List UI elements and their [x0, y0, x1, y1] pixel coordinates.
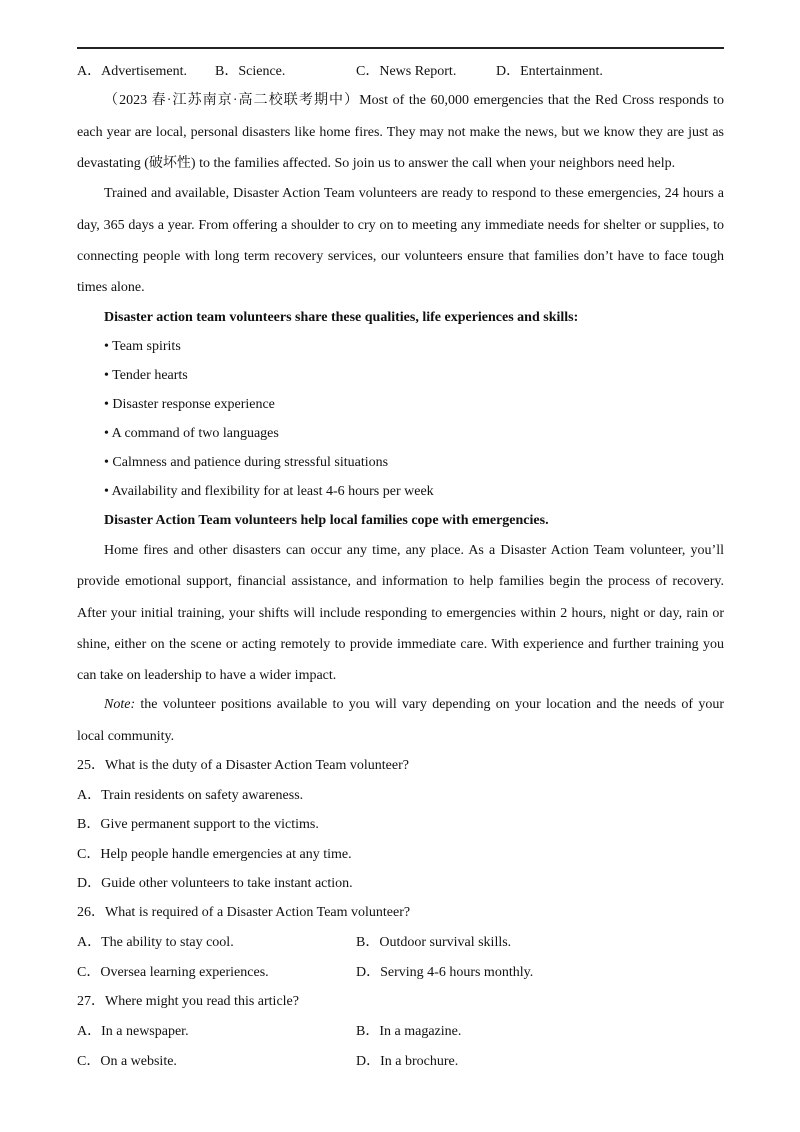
note-label: Note: — [104, 697, 136, 712]
passage-p2-line1: Trained and available, Disaster Action Team volunteers are ready to respond to these emergencies, 24 hours a — [104, 186, 724, 201]
question-26-option-b: B．Outdoor survival skills. — [356, 935, 512, 950]
question-25-stem: 25．What is the duty of a Disaster Action Team volunteer? — [77, 758, 409, 773]
section-heading-qualities: Disaster action team volunteers share these qualities, life experiences and skills: — [104, 310, 579, 325]
question-27-option-c: C．On a website. — [77, 1054, 177, 1069]
passage-p3-line3: After your initial training, your shifts will include responding to emergencies within 2 hours, night or day, rain or — [77, 606, 724, 621]
passage-p3-line5: can take on leadership to have a wider impact. — [77, 668, 337, 683]
question-26-stem: 26．What is required of a Disaster Action Team volunteer? — [77, 905, 411, 920]
bullet-item: • Disaster response experience — [104, 397, 275, 412]
prev-option-a: A．Advertisement. — [77, 64, 188, 79]
note-text: the volunteer positions available to you will vary depending on your location and the needs of your — [135, 697, 724, 712]
note-line2: local community. — [77, 729, 175, 744]
question-26-option-d: D．Serving 4-6 hours monthly. — [356, 965, 534, 980]
question-27-option-a: A．In a newspaper. — [77, 1024, 189, 1039]
passage-p1-line2: each year are local, personal disasters like home fires. They may not make the news, but we know they are just as — [77, 125, 724, 140]
question-26-option-a: A．The ability to stay cool. — [77, 935, 234, 950]
question-25-option-b: B．Give permanent support to the victims. — [77, 817, 319, 832]
passage-p1-line3: devastating (破坏性) to the families affected. So join us to answer the call when your neighbors need help. — [77, 156, 676, 171]
question-26-option-c: C．Oversea learning experiences. — [77, 965, 269, 980]
passage-p2-line2: day, 365 days a year. From offering a shoulder to cry on to meeting any immediate needs for shelter or supplies, to — [77, 218, 724, 233]
prev-option-c: C．News Report. — [356, 64, 457, 79]
passage-p3-line1: Home fires and other disasters can occur any time, any place. As a Disaster Action Team volunteer, you’ll — [104, 543, 724, 558]
passage-p2-line3: connecting people with long term recovery services, our volunteers ensure that families don’t have to face tough — [77, 249, 724, 264]
passage-p3-line4: shine, either on the scene or acting remotely to provide immediate care. With experience and further training you — [77, 637, 724, 652]
question-25-option-d: D．Guide other volunteers to take instant action. — [77, 876, 353, 891]
passage-p3-line2: provide emotional support, financial assistance, and information to help families begin the process of recovery. — [77, 574, 724, 589]
prev-option-d: D．Entertainment. — [496, 64, 603, 79]
bullet-item: • Availability and flexibility for at least 4-6 hours per week — [104, 484, 434, 499]
question-25-option-a: A．Train residents on safety awareness. — [77, 788, 304, 803]
bullet-item: • Calmness and patience during stressful situations — [104, 455, 389, 470]
question-27-stem: 27．Where might you read this article? — [77, 994, 299, 1009]
question-27-option-d: D．In a brochure. — [356, 1054, 459, 1069]
question-27-option-b: B．In a magazine. — [356, 1024, 462, 1039]
section-heading-help: Disaster Action Team volunteers help local families cope with emergencies. — [104, 513, 549, 528]
bullet-item: • Team spirits — [104, 339, 181, 354]
passage-p2-line4: times alone. — [77, 280, 145, 295]
passage-p1-line1: （2023 春·江苏南京·高二校联考期中）Most of the 60,000 emergencies that the Red Cross responds to — [104, 93, 724, 108]
question-25-option-c: C．Help people handle emergencies at any time. — [77, 847, 352, 862]
bullet-item: • Tender hearts — [104, 368, 188, 383]
prev-option-b: B．Science. — [215, 64, 286, 79]
header-rule — [77, 47, 724, 49]
note-line1 — [104, 696, 724, 714]
bullet-item: • A command of two languages — [104, 426, 279, 441]
